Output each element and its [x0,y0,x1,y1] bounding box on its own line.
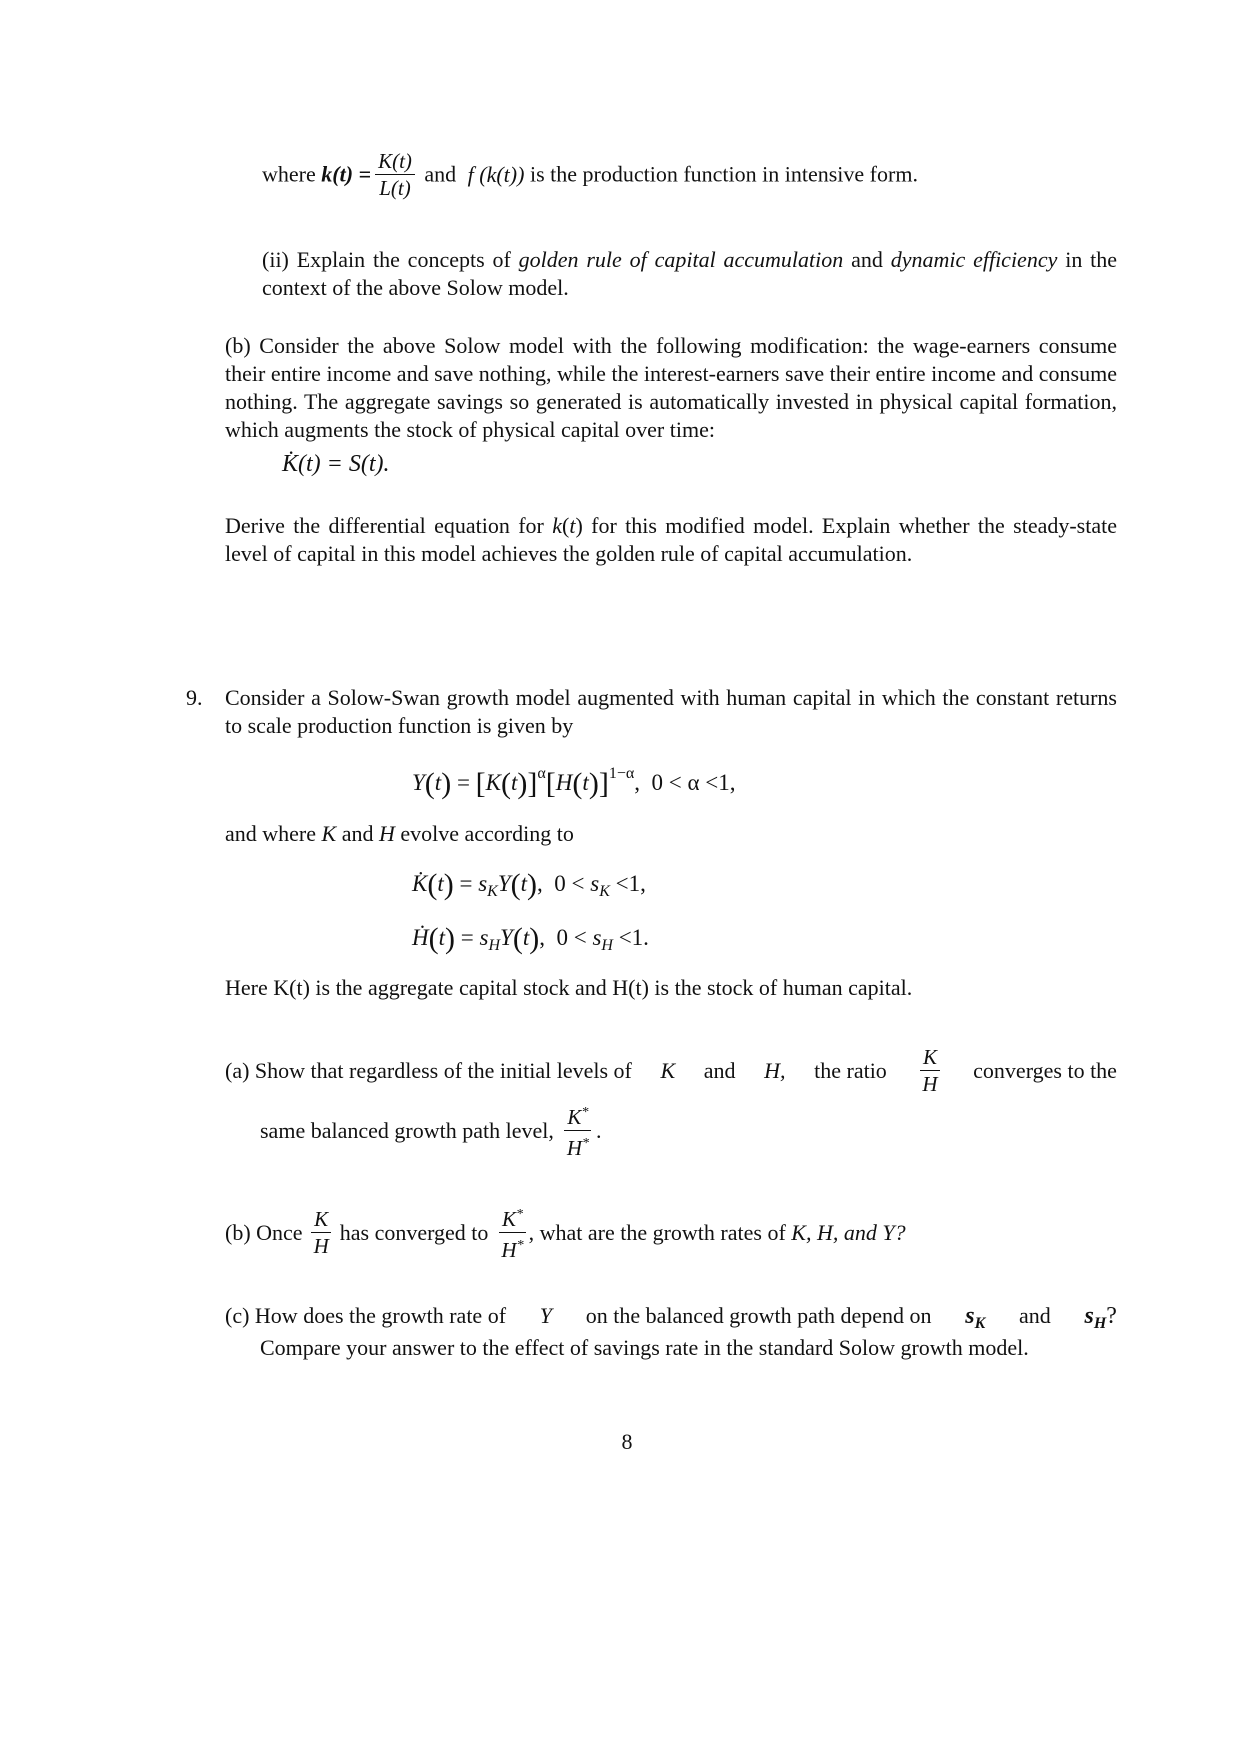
where-line [262,150,918,203]
production-function-equation: $Y(t) = [K(t)]^\alpha[H(t)]^{1-\alpha}$, 0 < α <1, [412,765,736,800]
page-number: 8 [621,1429,633,1454]
where-word: where [262,161,316,187]
here-line: Here K(t) is the aggregate capital stock and H(t) is the stock of human capital. [225,975,913,1000]
part-c-line2: Compare your answer to the effect of savings rate in the standard Solow growth model. [260,1335,1029,1360]
part-b-paragraph: (b) Consider the above Solow model with the following modification: the wage-earners consume their entire income and save nothing, while the interest-earners save their entire income and consume nothing. The aggregate savings so generated is automatically invested in physical capital formation, which augments the stock of physical capital over time: [225,333,1117,442]
question-9-intro: Consider a Solow-Swan growth model augmented with human capital in which the constant returns to scale production function is given by [225,685,1117,738]
part-b-equation: K̇(t) = S(t). [282,451,390,477]
human-capital-equation: Ḣ(t) = $s_HY(t)$, $0 < s_H <1$. [412,922,649,955]
and-word: and [424,161,457,187]
k-star-over-h-star-fraction-b: $\frac{K^*}{H^*}$ [498,1202,526,1263]
part-b-question: (b) Once $\frac{K}{H}$ has converged to $\frac{K^*}{H^*}$ , what are the growth rates of K, H, and Y? [225,1202,906,1263]
derive-paragraph: Derive the differential equation for k(t) for this modified model. Explain whether the steady-state level of capital in this model achieves the golden rule of capital accumulation. [225,513,1117,566]
where-rest: is the production function in intensive form. [529,161,918,187]
part-a-line1: (a) Show that regardless of the initial levels of K and H, the ratio $\frac{K}{H}$ converges to the [225,1045,1117,1096]
question-9-number: 9. [186,685,203,710]
k-over-h-fraction: $\frac{K}{H}$ [919,1044,940,1097]
k-fraction: $\frac{K(t)}{L(t)}$ [375,148,415,201]
k-star-over-h-star-fraction: $\frac{K^*}{H^*}$ [564,1100,592,1161]
k-over-h-fraction-b: $\frac{K}{H}$ [311,1206,332,1259]
part-c-line1: (c) How does the growth rate of Y on the balanced growth path depend on $s_K$ and $s_H$? [225,1303,1117,1332]
part-ii-paragraph: (ii) Explain the concepts of golden rule of capital accumulation and dynamic efficiency in the context of the above Solow model. [262,247,1118,300]
evolve-line: and where K and H evolve according to [225,821,574,846]
k-of-t: k(t) = [321,161,372,187]
part-a-line2: same balanced growth path level, $\frac{K^*}{H^*}$ . [260,1100,602,1161]
capital-accumulation-equation: K̇(t) = $s_KY(t)$, $0 < s_K <1$, [412,868,646,901]
f-expression: f (k(t)) [467,161,525,187]
